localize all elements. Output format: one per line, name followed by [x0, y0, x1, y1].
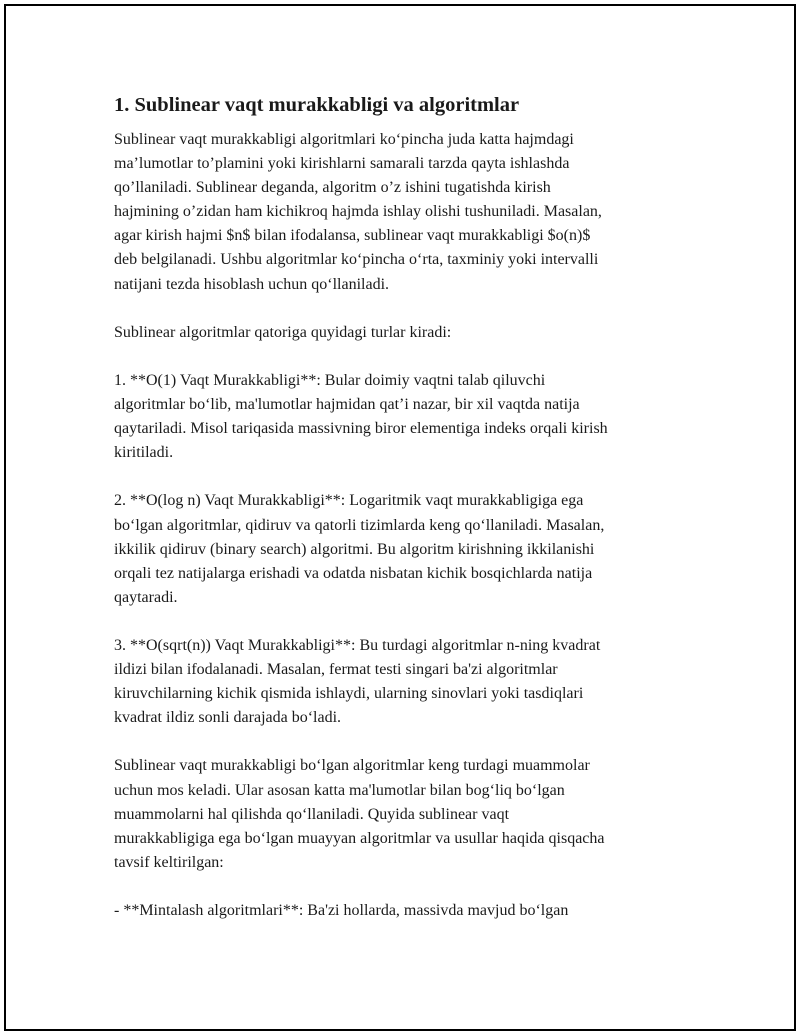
paragraph-gap [114, 297, 694, 321]
list-item-o1: 1. **O(1) Vaqt Murakkabligi**: Bular doimiy vaqtni talab qiluvchi algoritmlar bo‘lib, ma'lumotlar hajmidan qat’i nazar, bir xil vaqtda natija qaytariladi. Misol tariqasida massivning biror elementiga indeks orqali kirish kiritiladi. [114, 371, 608, 462]
list-item-osqrtn: 3. **O(sqrt(n)) Vaqt Murakkabligi**: Bu turdagi algoritmlar n-ning kvadrat ildizi bilan ifodalanadi. Masalan, fermat testi singari ba'zi algoritmlar kiruvchilarning kichik qismida ishlaydi, ularning sinovlari yoki tasdiqlari kvadrat ildiz sonli darajada bo‘ladi. [114, 636, 601, 727]
summary-paragraph: Sublinear vaqt murakkabligi bo‘lgan algoritmlar keng turdagi muammolar uchun mos keladi. Ular asosan katta ma'lumotlar bilan bog‘liq bo‘lgan muammolarni hal qilishda qo‘llaniladi. Quyida sublinear vaqt murakkabligiga ega bo‘lgan muayyan algoritmlar va usullar haqida qisqacha tavsif keltirilgan: [114, 757, 605, 871]
paragraph-gap [114, 730, 694, 754]
section-heading: 1. Sublinear vaqt murakkabligi va algoritmlar [114, 94, 520, 116]
paragraph-gap [114, 610, 694, 634]
types-intro-paragraph: Sublinear algoritmlar qatoriga quyidagi turlar kiradi: [114, 323, 452, 341]
paragraph-gap [114, 345, 694, 369]
paragraph-gap [114, 465, 694, 489]
intro-paragraph: Sublinear vaqt murakkabligi algoritmlari ko‘pincha juda katta hajmdagi ma’lumotlar to’plamini yoki kirishlarni samarali tarzda qayta ishlashda qo’llaniladi. Sublinear deganda, algoritm o’z ishini tugatishda kirish hajmining o’zidan ham kichikroq hajmda ishlay olishi tushuniladi. Masalan, agar kirish hajmi $n$ bilan ifodalansa, sublinear vaqt murakkabligi $o(n)$ deb belgilanadi. Ushbu algoritmlar ko‘pincha o‘rta, taxminiy yoki intervalli natijani tezda hisoblash uchun qo‘llaniladi. [114, 131, 602, 293]
paragraph-gap [114, 875, 694, 899]
list-item-ologn: 2. **O(log n) Vaqt Murakkabligi**: Logaritmik vaqt murakkabligiga ega bo‘lgan algoritmlar, qidiruv va qatorli tizimlarda keng qo‘llaniladi. Masalan, ikkilik qidiruv (binary search) algoritmi. Bu algoritm kirishning ikkilanishi orqali tez natijalarga erishadi va odatda nisbatan kichik bosqichlarda natija qaytaradi. [114, 492, 605, 606]
bullet-item-mintalash: - **Mintalash algoritmlari**: Ba'zi hollarda, massivda mavjud bo‘lgan [114, 902, 569, 919]
document-body [114, 92, 694, 923]
